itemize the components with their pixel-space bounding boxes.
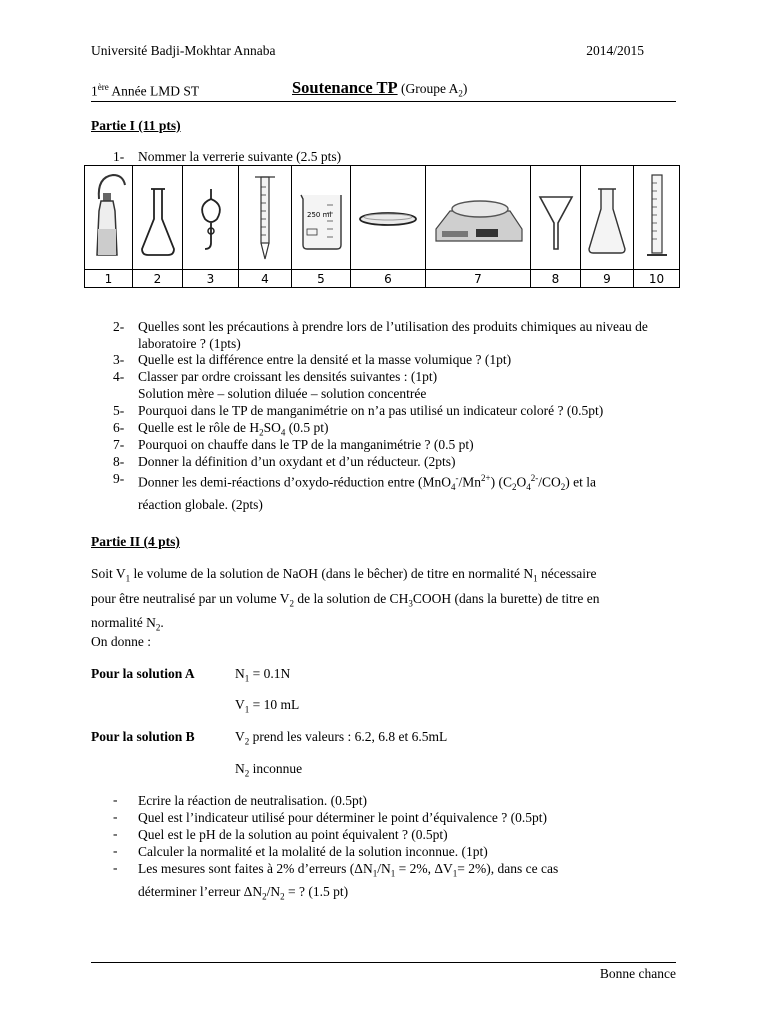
exam-title: Soutenance TP (Groupe $A_2$)	[292, 78, 468, 99]
burette-icon	[239, 166, 292, 270]
footer-divider	[91, 962, 676, 963]
question-1: 1- Nommer la verrerie suivante (2.5 pts)	[113, 149, 342, 164]
question-6: 6- Quelle est le rôle de $H_2SO_4$ (0.5 pt)	[113, 420, 329, 438]
glassware-number: 7	[426, 270, 531, 288]
beaker-icon	[292, 166, 351, 270]
glassware-number: 2	[133, 270, 183, 288]
partie2-intro: Soit $V_1$ le volume de la solution de NaOH (dans le bêcher) de titre en normalité $N_1$ nécessaire pour être neutralisé par un volume $V_2$ de la solution de $CH_3COOH$ (dans la burette) de titre en normalité $N_2$.	[91, 566, 600, 634]
question-4-list: Solution mère – solution diluée – solution concentrée	[138, 386, 427, 401]
question-5: 5- Pourquoi dans le TP de manganimétrie on n’a pas utilisé un indicateur coloré ? (0.5pt)	[113, 403, 604, 418]
question-4: 4- Classer par ordre croissant les densités suivantes : (1pt)	[113, 369, 438, 384]
university-name: Université Badji-Mokhtar Annaba	[91, 43, 276, 58]
glassware-number: 6	[351, 270, 426, 288]
volumetric-flask-icon	[133, 166, 183, 270]
partie1-title: Partie I (11 pts)	[91, 118, 181, 133]
balance-icon	[426, 166, 531, 270]
glassware-number: 9	[581, 270, 634, 288]
glassware-number: 8	[531, 270, 581, 288]
list-item: - Ecrire la réaction de neutralisation. (0.5pt)	[113, 792, 368, 808]
question-7: 7- Pourquoi on chauffe dans le TP de la manganimétrie ? (0.5 pt)	[113, 437, 474, 452]
footer-text: Bonne chance	[599, 966, 676, 981]
question-9: 9- Donner les demi-réactions d’oxydo-réduction entre $(MnO_4^-/Mn^{2+})$ $(C_2O_4^{2-}/CO_2)$ et la réaction globale. (2pts)	[113, 471, 596, 513]
list-item: - Les mesures sont faites à 2% d’erreurs ($\Delta N_1/N_1 = 2\%$, $\Delta V_1= 2\%$), dans ce cas déterminer l’erreur $\Delta N_2/N_2$ = ? (1.5 pt)	[113, 860, 559, 902]
glassware-number: 4	[239, 270, 292, 288]
glassware-number: 1	[85, 270, 133, 288]
solution-b-label: Pour la solution B	[91, 729, 195, 744]
solution-a-label: Pour la solution A	[91, 666, 195, 681]
graduated-cylinder-icon	[634, 166, 680, 270]
question-2: 2- Quelles sont les précautions à prendre lors de l’utilisation des produits chimiques au niveau de laboratoire ? (1pts)	[113, 319, 648, 351]
academic-year: 2014/2015	[586, 43, 644, 58]
level: 1ère Année LMD ST	[91, 82, 200, 99]
funnel-icon	[531, 166, 581, 270]
glassware-table	[84, 165, 680, 288]
list-item: - Quel est le pH de la solution au point équivalent ? (0.5pt)	[113, 826, 448, 842]
erlenmeyer-flask-icon	[581, 166, 634, 270]
solution-a-n1: $N_1 = 0.1N$	[235, 666, 291, 684]
glassware-number: 5	[292, 270, 351, 288]
partie2-title: Partie II (4 pts)	[91, 534, 180, 549]
separatory-funnel-icon	[183, 166, 239, 270]
title-line	[91, 78, 676, 102]
solution-a-v1: $V_1 = 10$ mL	[235, 697, 300, 715]
solution-b-n2: $N_2$ inconnue	[235, 761, 303, 779]
question-3: 3- Quelle est la différence entre la densité et la masse volumique ? (1pt)	[113, 352, 512, 367]
on-donne: On donne :	[91, 634, 151, 649]
list-item: - Calculer la normalité et la molalité de la solution inconnue. (1pt)	[113, 843, 488, 859]
wash-bottle-icon	[85, 166, 133, 270]
question-8: 8- Donner la définition d’un oxydant et d’un réducteur. (2pts)	[113, 454, 456, 469]
list-item: - Quel est l’indicateur utilisé pour déterminer le point d’équivalence ? (0.5pt)	[113, 809, 547, 825]
glassware-number: 3	[183, 270, 239, 288]
solution-b-v2: $V_2$ prend les valeurs : 6.2, 6.8 et 6.5mL	[235, 729, 448, 747]
watch-glass-icon	[351, 166, 426, 270]
glassware-number: 10	[634, 270, 680, 288]
beaker-label: 250 ml	[307, 210, 332, 219]
